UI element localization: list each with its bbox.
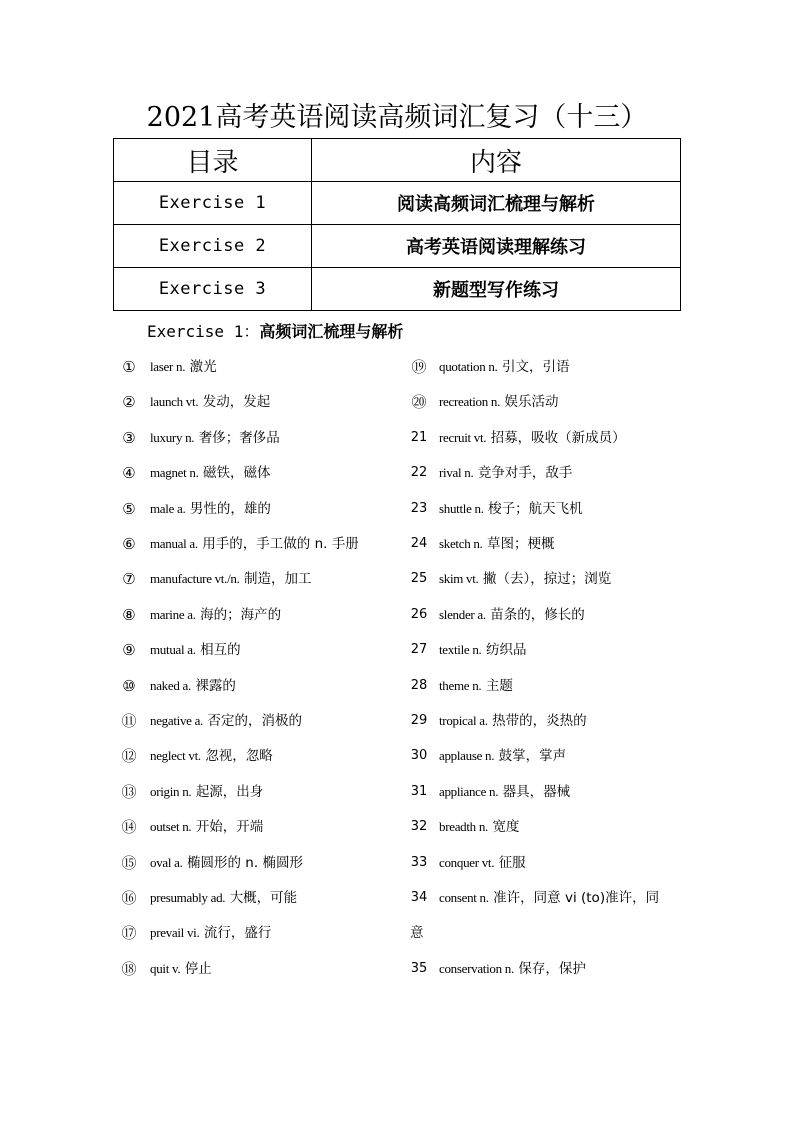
vocab-word: neglect vt. bbox=[150, 748, 201, 764]
item-number: ⑪ bbox=[121, 712, 137, 730]
vocab-word: rival n. bbox=[439, 465, 474, 481]
vocab-definition: 忽视，忽略 bbox=[205, 748, 273, 765]
vocab-entry bbox=[439, 497, 583, 521]
item-number: 27 bbox=[410, 642, 428, 658]
vocab-entry bbox=[439, 957, 586, 981]
vocab-word: recreation n. bbox=[439, 394, 501, 410]
vocab-entry bbox=[150, 709, 302, 733]
item-number: 29 bbox=[410, 713, 428, 728]
vocab-definition: 草图；梗概 bbox=[486, 536, 555, 552]
vocab-definition: 宽度 bbox=[492, 819, 520, 836]
vocab-word: appliance n. bbox=[439, 783, 499, 799]
item-number: ③ bbox=[122, 428, 136, 447]
vocab-entry bbox=[439, 744, 566, 768]
item-number: ⑳ bbox=[411, 393, 427, 412]
item-number: 21 bbox=[410, 429, 428, 445]
vocab-word: origin n. bbox=[150, 783, 192, 799]
vocab-entry bbox=[150, 532, 359, 556]
vocab-definition: 磁铁，磁体 bbox=[203, 465, 271, 482]
exercise-content: 新题型写作练习 bbox=[312, 268, 681, 311]
section-title: 高频词汇梳理与解析 bbox=[259, 322, 404, 341]
vocab-word: conservation n. bbox=[439, 960, 514, 976]
exercise-label: Exercise 3 bbox=[114, 268, 312, 311]
table-row bbox=[114, 268, 681, 311]
vocab-entry bbox=[439, 709, 587, 733]
vocab-definition: 主题 bbox=[485, 677, 513, 694]
item-number: 24 bbox=[410, 536, 428, 551]
vocab-definition: 相互的 bbox=[200, 642, 241, 659]
vocab-entry bbox=[150, 355, 217, 379]
vocab-entry bbox=[150, 461, 271, 485]
vocab-entry bbox=[150, 390, 270, 414]
vocab-word: outset n. bbox=[150, 819, 192, 835]
vocab-entry bbox=[150, 603, 281, 627]
vocab-definition: 制造，加工 bbox=[244, 571, 312, 588]
vocab-definition: 鼓掌，掌声 bbox=[498, 748, 567, 765]
vocab-entry bbox=[439, 780, 570, 804]
vocab-definition: 海的；海产的 bbox=[200, 606, 282, 623]
item-number: 34 bbox=[410, 890, 428, 905]
vocab-word: manufacture vt./n. bbox=[150, 571, 240, 587]
vocab-entry bbox=[150, 567, 312, 591]
vocab-word: magnet n. bbox=[150, 465, 199, 481]
vocab-entry bbox=[150, 426, 280, 450]
item-number: ⑱ bbox=[121, 959, 137, 978]
vocab-word: male a. bbox=[150, 500, 186, 516]
contents-table bbox=[113, 138, 681, 311]
exercise-label: Exercise 2 bbox=[114, 225, 312, 268]
vocab-entry bbox=[150, 851, 303, 875]
vocab-entry bbox=[439, 532, 554, 556]
vocab-entry bbox=[439, 567, 611, 591]
item-number: 23 bbox=[410, 500, 428, 516]
vocab-entry bbox=[150, 815, 263, 839]
contents-table-header bbox=[114, 139, 681, 182]
vocab-definition: 征服 bbox=[498, 854, 526, 871]
vocab-definition: 竞争对手，敌手 bbox=[477, 465, 573, 482]
item-number: 22 bbox=[410, 465, 428, 481]
vocab-entry bbox=[439, 638, 526, 662]
vocab-definition: 梭子；航天飞机 bbox=[488, 500, 583, 517]
vocab-definition: 激光 bbox=[189, 359, 217, 375]
item-number: ⑰ bbox=[121, 924, 137, 943]
item-number: 26 bbox=[410, 606, 428, 622]
item-number: ⑧ bbox=[122, 605, 136, 624]
vocab-definition: 大概，可能 bbox=[229, 890, 298, 906]
item-number: ⑲ bbox=[411, 358, 427, 376]
vocab-entry bbox=[150, 497, 271, 521]
vocab-word: skim vt. bbox=[439, 571, 479, 587]
vocab-entry bbox=[150, 957, 212, 981]
item-number: ② bbox=[122, 393, 136, 412]
vocab-entry bbox=[439, 461, 572, 485]
vocab-definition: 男性的，雄的 bbox=[189, 500, 271, 517]
item-number: 33 bbox=[410, 854, 428, 870]
vocab-entry bbox=[439, 355, 569, 379]
exercise-label: Exercise 1 bbox=[114, 182, 312, 225]
item-number: 30 bbox=[410, 748, 428, 764]
exercise-content: 阅读高频词汇梳理与解析 bbox=[312, 182, 681, 225]
vocab-definition: 苗条的，修长的 bbox=[490, 606, 585, 623]
vocab-word: quit v. bbox=[150, 960, 181, 976]
vocab-word: marine a. bbox=[150, 606, 196, 622]
vocab-word: prevail vi. bbox=[150, 925, 200, 941]
vocab-entry bbox=[439, 851, 526, 875]
vocab-word: shuttle n. bbox=[439, 500, 484, 516]
vocab-definition: 发动，发起 bbox=[202, 394, 271, 411]
vocab-definition: 器具，器械 bbox=[502, 783, 571, 800]
header-content: 内容 bbox=[312, 139, 681, 182]
vocab-entry bbox=[150, 921, 271, 945]
vocab-word: breadth n. bbox=[439, 819, 488, 835]
vocab-definition: 停止 bbox=[184, 960, 212, 977]
vocab-definition: 起源，出身 bbox=[195, 783, 264, 800]
vocab-word: manual a. bbox=[150, 536, 198, 551]
item-number: 31 bbox=[410, 783, 428, 799]
item-number: ⑫ bbox=[121, 747, 137, 766]
table-row bbox=[114, 225, 681, 268]
item-number: ⑯ bbox=[121, 889, 137, 907]
vocab-definition: 奢侈；奢侈品 bbox=[198, 429, 280, 446]
vocab-word: consent n. bbox=[439, 890, 489, 905]
vocab-definition: 椭圆形的 n. 椭圆形 bbox=[187, 854, 303, 871]
item-number: 32 bbox=[410, 819, 428, 835]
vocab-entry bbox=[439, 815, 519, 839]
vocab-definition: 裸露的 bbox=[195, 677, 236, 694]
exercise-content: 高考英语阅读理解练习 bbox=[312, 225, 681, 268]
vocab-word: mutual a. bbox=[150, 642, 196, 658]
table-row bbox=[114, 182, 681, 225]
vocab-definition: 撇（去），掠过；浏览 bbox=[482, 571, 612, 588]
vocab-word: quotation n. bbox=[439, 359, 498, 374]
vocab-definition: 保存，保护 bbox=[518, 960, 586, 977]
item-number: ⑭ bbox=[121, 818, 137, 837]
vocab-word: oval a. bbox=[150, 854, 183, 870]
vocab-word: presumably ad. bbox=[150, 890, 226, 905]
vocab-word: negative a. bbox=[150, 713, 204, 728]
item-number: ⑨ bbox=[122, 641, 136, 660]
item-number: ⑦ bbox=[122, 570, 136, 589]
vocab-word: launch vt. bbox=[150, 394, 199, 410]
vocab-word: recruit vt. bbox=[439, 429, 487, 445]
section-heading bbox=[147, 321, 403, 343]
vocab-entry bbox=[439, 390, 559, 414]
vocab-definition: 流行，盛行 bbox=[203, 925, 272, 942]
vocab-word: textile n. bbox=[439, 642, 482, 658]
item-number: 35 bbox=[410, 960, 428, 976]
vocab-definition: 招募，吸收（新成员） bbox=[490, 429, 626, 446]
item-number: 28 bbox=[410, 677, 428, 693]
item-number: ⑬ bbox=[121, 782, 137, 801]
definition-continuation: 意 bbox=[410, 925, 424, 941]
vocab-entry bbox=[150, 886, 297, 910]
header-catalog: 目录 bbox=[114, 139, 312, 182]
section-exercise-label: Exercise 1： bbox=[147, 322, 260, 341]
vocab-entry bbox=[150, 780, 263, 804]
vocab-entry bbox=[150, 638, 241, 662]
vocab-word: laser n. bbox=[150, 359, 186, 374]
vocab-entry bbox=[439, 603, 585, 627]
vocab-word: naked a. bbox=[150, 677, 191, 693]
item-number: ⑮ bbox=[121, 853, 137, 872]
vocab-word: sketch n. bbox=[439, 536, 483, 551]
vocab-definition: 开始，开端 bbox=[195, 819, 264, 836]
document-title: 2021高考英语阅读高频词汇复习（十三） bbox=[146, 102, 648, 133]
vocab-definition: 用手的，手工做的 n. 手册 bbox=[202, 536, 359, 552]
vocab-definition: 热带的，炎热的 bbox=[492, 713, 587, 729]
vocab-entry bbox=[439, 426, 626, 450]
vocab-definition: 准许，同意 vi (to)准许，同 bbox=[493, 890, 660, 906]
vocab-definition: 纺织品 bbox=[485, 642, 527, 659]
vocab-definition: 娱乐活动 bbox=[504, 394, 559, 411]
item-number: 25 bbox=[410, 571, 428, 587]
vocab-word: conquer vt. bbox=[439, 854, 495, 870]
vocab-word: applause n. bbox=[439, 748, 495, 764]
vocab-entry bbox=[150, 674, 236, 698]
item-number: ① bbox=[122, 358, 136, 376]
item-number: ⑩ bbox=[122, 676, 136, 695]
vocab-word: slender a. bbox=[439, 606, 486, 622]
vocab-word: theme n. bbox=[439, 677, 482, 693]
vocab-definition: 否定的，消极的 bbox=[207, 713, 302, 729]
item-number: ⑤ bbox=[122, 499, 136, 518]
item-number: ⑥ bbox=[122, 535, 136, 553]
vocab-entry bbox=[150, 744, 273, 768]
vocab-definition: 引文，引语 bbox=[501, 359, 570, 375]
vocab-entry bbox=[439, 886, 659, 910]
vocab-word: luxury n. bbox=[150, 429, 195, 445]
vocab-entry bbox=[439, 674, 513, 698]
item-number: ④ bbox=[122, 464, 136, 483]
vocab-word: tropical a. bbox=[439, 713, 488, 728]
